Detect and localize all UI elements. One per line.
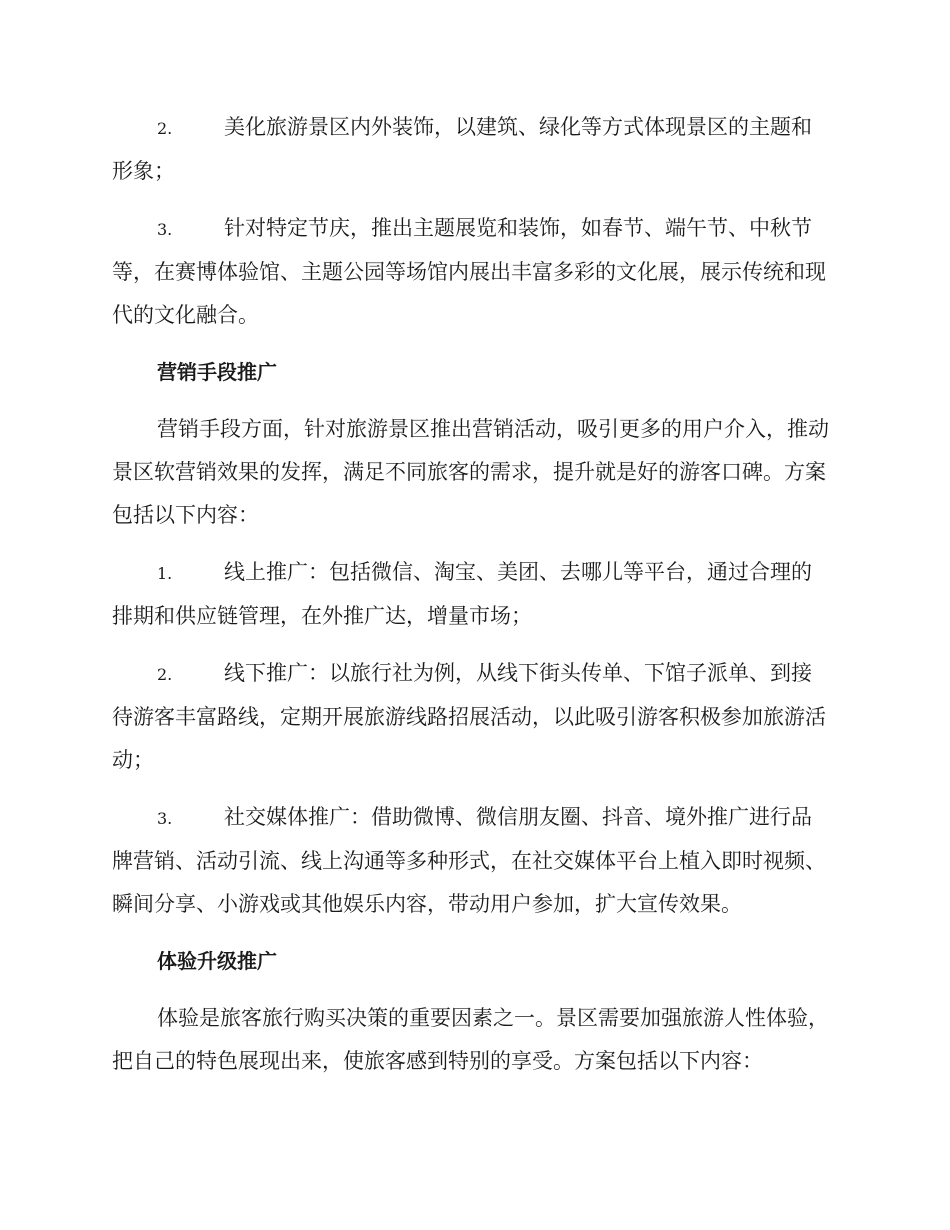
document-body [112,106,832,1097]
section-heading-experience: 体验升级推广 [157,949,277,973]
list-item-2-offline [112,652,832,782]
list-number: 1. [157,564,173,583]
list-item-text: 社交媒体推广：借助微博、微信朋友圈、抖音、境外推广进行品牌营销、活动引流、线上沟通等多种形式，在社交媒体平台上植入即时视频、瞬间分享、小游戏或其他娱乐内容，带动用户参加，扩大宣传效果。 [112,805,826,916]
list-number: 3. [157,809,173,828]
experience-paragraph: 体验是旅客旅行购买决策的重要因素之一。景区需要加强旅游人性体验，把自己的特色展现出来，使旅客感到特别的享受。方案包括以下内容： [112,1006,829,1073]
list-number: 2. [157,665,173,684]
list-item-3-social-media [112,796,832,926]
list-item-3-festival [112,207,832,337]
list-item-text: 线下推广：以旅行社为例，从线下街头传单、下馆子派单、到接待游客丰富路线，定期开展旅游线路招展活动，以此吸引游客积极参加旅游活动； [112,661,826,772]
list-item-text: 线上推广：包括微信、淘宝、美团、去哪儿等平台，通过合理的排期和供应链管理，在外推广达，增量市场； [112,560,812,628]
list-number: 3. [157,220,173,239]
list-item-text: 美化旅游景区内外装饰，以建筑、绿化等方式体现景区的主题和形象； [112,115,812,183]
section-heading-marketing: 营销手段推广 [157,360,277,384]
list-number: 2. [157,119,173,138]
list-item-text: 针对特定节庆，推出主题展览和装饰，如春节、端午节、中秋节等，在赛博体验馆、主题公园等场馆内展出丰富多彩的文化展，展示传统和现代的文化融合。 [112,216,826,327]
marketing-paragraph: 营销手段方面，针对旅游景区推出营销活动，吸引更多的用户介入，推动景区软营销效果的发挥，满足不同旅客的需求，提升就是好的游客口碑。方案包括以下内容： [112,417,829,527]
list-item-1-online [112,551,832,638]
list-item-2-decoration [112,106,832,193]
